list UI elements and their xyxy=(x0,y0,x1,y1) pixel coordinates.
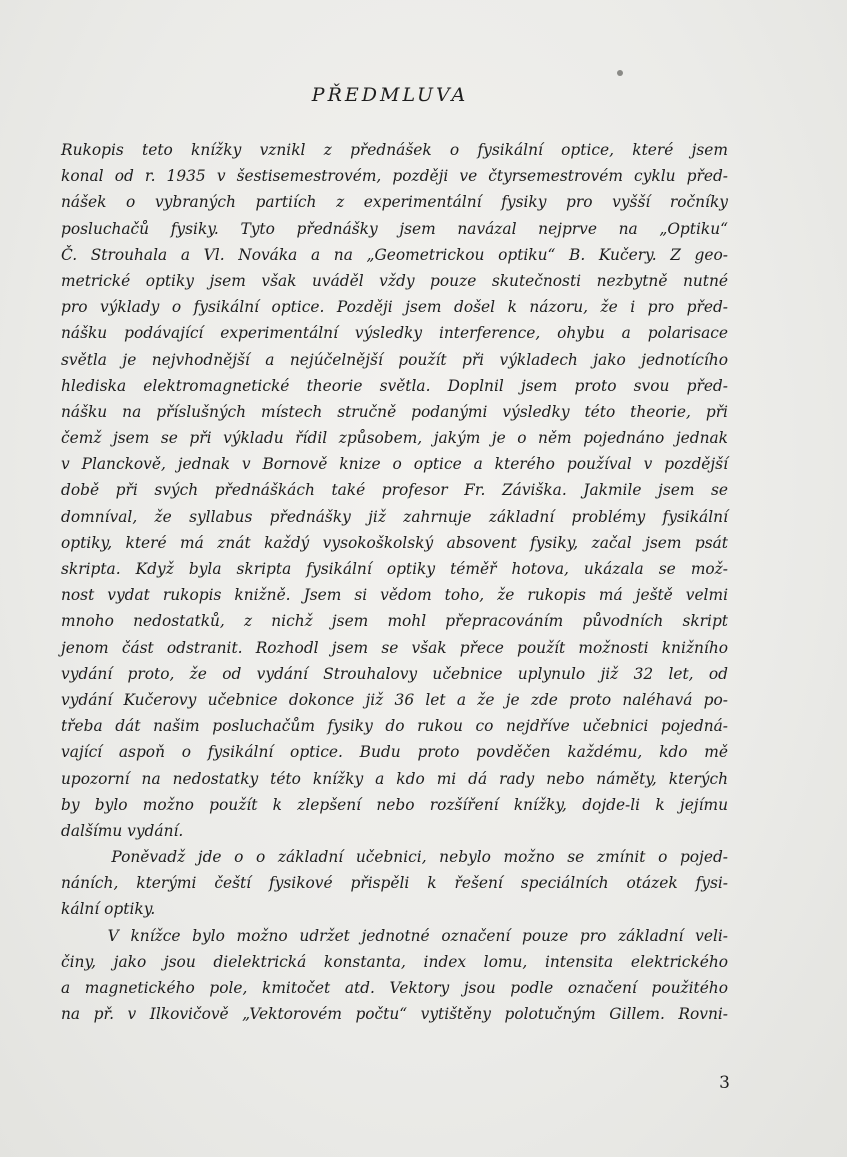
text-line: V knížce bylo možno udržet jednotné označení pouze pro základní veli- xyxy=(61,926,728,945)
text-line: Č. Strouhala a Vl. Nováka a na „Geometrickou optiku“ B. Kučery. Z geo- xyxy=(61,245,728,264)
text-line: nost vydat rukopis knižně. Jsem si vědom toho, že rukopis má ještě velmi xyxy=(61,586,728,605)
text-line: Rukopis teto knížky vznikl z přednášek o fysikální optice, které jsem xyxy=(61,141,728,159)
text-line: kální optiky. xyxy=(61,900,156,919)
text-line: vající aspoň o fysikální optice. Budu proto povděčen každému, kdo mě xyxy=(61,743,728,762)
text-line: na př. v Ilkovičově „Vektorovém počtu“ vytištěny polotučným Gillem. Rovni- xyxy=(61,1005,728,1024)
text-line: hlediska elektromagnetické theorie světla. Doplnil jsem proto svou před- xyxy=(61,376,728,395)
text-line: třeba dát našim posluchačům fysiky do rukou co nejdříve učebnici pojedná- xyxy=(61,717,728,736)
ink-speck xyxy=(617,70,623,76)
text-line: vydání Kučerovy učebnice dokonce již 36 let a že je zde proto naléhavá po- xyxy=(61,690,728,709)
text-line: metrické optiky jsem však uváděl vždy pouze skutečnosti nezbytně nutné xyxy=(61,271,728,290)
text-line: skripta. Když byla skripta fysikální optiky téměř hotova, ukázala se mož- xyxy=(61,560,728,578)
text-line: činy, jako jsou dielektrická konstanta, index lomu, intensita elektrického xyxy=(61,952,728,971)
text-line: dalšímu vydání. xyxy=(61,821,184,840)
text-line: domníval, že syllabus přednášky již zahrnuje základní problémy fysikální xyxy=(61,507,728,526)
text-line: vydání proto, že od vydání Strouhalovy učebnice uplynulo již 32 let, od xyxy=(61,664,728,683)
preface-text xyxy=(61,137,728,1027)
text-line: Poněvadž jde o o základní učebnici, nebylo možno se zmínit o pojed- xyxy=(61,848,728,867)
text-line: upozorní na nedostatky této knížky a kdo mi dá rady nebo náměty, kterých xyxy=(61,769,728,788)
text-line: nášek o vybraných partiích z experimentální fysiky pro vyšší ročníky xyxy=(61,193,728,212)
text-line: nášku podávající experimentální výsledky interference, ohybu a polarisace xyxy=(61,324,728,343)
text-line: čemž jsem se při výkladu řídil způsobem, jakým je o něm pojednáno jednak xyxy=(61,429,728,448)
text-line: mnoho nedostatků, z nichž jsem mohl přepracováním původních skript xyxy=(61,612,728,631)
text-line: konal od r. 1935 v šestisemestrovém, později ve čtyrsemestrovém cyklu před- xyxy=(61,167,728,186)
text-line: posluchačů fysiky. Tyto přednášky jsem navázal nejprve na „Optiku“ xyxy=(61,219,728,238)
text-line: době při svých přednáškách také profesor Fr. Záviška. Jakmile jsem se xyxy=(61,481,728,500)
text-line: nášku na příslušných místech stručně podanými výsledky této theorie, při xyxy=(61,402,728,421)
text-line: by bylo možno použít k zlepšení nebo rozšíření knížky, dojde-li k jejímu xyxy=(61,795,728,814)
text-line: jenom část odstranit. Rozhodl jsem se však přece použít možnosti knižního xyxy=(61,638,728,657)
page-number: 3 xyxy=(719,1073,730,1093)
text-line: pro výklady o fysikální optice. Později jsem došel k názoru, že i pro před- xyxy=(61,298,728,317)
text-line: optiky, které má znát každý vysokoškolský absovent fysiky, začal jsem psát xyxy=(61,533,728,552)
text-line: a magnetického pole, kmitočet atd. Vektory jsou podle označení použitého xyxy=(61,979,728,997)
text-line: světla je nejvhodnější a nejúčelnější použít při výkladech jako jednotícího xyxy=(61,350,728,369)
page-title: PŘEDMLUVA xyxy=(311,84,469,106)
text-line: v Planckově, jednak v Bornově knize o optice a kterého používal v pozdější xyxy=(61,455,728,474)
text-line: náních, kterými čeští fysikové přispěli k řešení speciálních otázek fysi- xyxy=(61,874,728,893)
